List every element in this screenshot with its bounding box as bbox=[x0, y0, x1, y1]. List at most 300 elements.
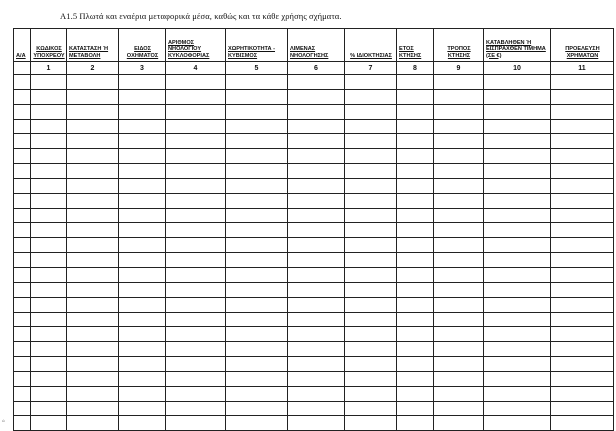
table-cell[interactable] bbox=[484, 312, 551, 327]
table-cell[interactable] bbox=[226, 327, 288, 342]
table-cell[interactable] bbox=[484, 253, 551, 268]
table-cell[interactable] bbox=[434, 164, 484, 179]
table-cell[interactable] bbox=[31, 178, 67, 193]
table-cell[interactable] bbox=[166, 164, 226, 179]
table-cell[interactable] bbox=[551, 297, 614, 312]
table-cell[interactable] bbox=[345, 178, 397, 193]
table-cell[interactable] bbox=[484, 416, 551, 431]
table-cell[interactable] bbox=[345, 75, 397, 90]
table-cell[interactable] bbox=[31, 357, 67, 372]
table-cell[interactable] bbox=[67, 134, 119, 149]
table-cell[interactable] bbox=[31, 223, 67, 238]
table-cell[interactable] bbox=[397, 164, 434, 179]
table-cell[interactable] bbox=[226, 89, 288, 104]
table-cell[interactable] bbox=[484, 238, 551, 253]
table-cell[interactable] bbox=[288, 342, 345, 357]
table-cell[interactable] bbox=[226, 342, 288, 357]
table-cell[interactable] bbox=[434, 327, 484, 342]
table-cell[interactable] bbox=[31, 104, 67, 119]
table-cell[interactable] bbox=[434, 253, 484, 268]
table-cell[interactable] bbox=[14, 238, 31, 253]
table-cell[interactable] bbox=[397, 416, 434, 431]
table-cell[interactable] bbox=[288, 357, 345, 372]
table-cell[interactable] bbox=[119, 297, 166, 312]
table-cell[interactable] bbox=[345, 312, 397, 327]
table-cell[interactable] bbox=[288, 282, 345, 297]
table-cell[interactable] bbox=[67, 104, 119, 119]
table-cell[interactable] bbox=[397, 282, 434, 297]
table-cell[interactable] bbox=[288, 267, 345, 282]
table-cell[interactable] bbox=[31, 327, 67, 342]
table-cell[interactable] bbox=[551, 416, 614, 431]
table-cell[interactable] bbox=[67, 416, 119, 431]
table-cell[interactable] bbox=[14, 416, 31, 431]
table-cell[interactable] bbox=[397, 178, 434, 193]
table-cell[interactable] bbox=[345, 416, 397, 431]
table-cell[interactable] bbox=[119, 104, 166, 119]
table-cell[interactable] bbox=[288, 178, 345, 193]
table-cell[interactable] bbox=[551, 134, 614, 149]
table-cell[interactable] bbox=[288, 149, 345, 164]
table-cell[interactable] bbox=[288, 208, 345, 223]
table-cell[interactable] bbox=[434, 89, 484, 104]
table-cell[interactable] bbox=[119, 386, 166, 401]
table-cell[interactable] bbox=[551, 119, 614, 134]
table-row bbox=[14, 401, 614, 416]
table-cell[interactable] bbox=[119, 253, 166, 268]
table-cell[interactable] bbox=[14, 357, 31, 372]
table-cell[interactable] bbox=[484, 401, 551, 416]
table-cell[interactable] bbox=[31, 119, 67, 134]
col-header-status-change: ΚΑΤΑΣΤΑΣΗ Ή ΜΕΤΑΒΟΛΗ bbox=[67, 29, 119, 62]
table-cell[interactable] bbox=[67, 297, 119, 312]
table-cell[interactable] bbox=[345, 149, 397, 164]
table-cell[interactable] bbox=[484, 89, 551, 104]
table-cell[interactable] bbox=[551, 149, 614, 164]
table-cell[interactable] bbox=[434, 238, 484, 253]
table-cell[interactable] bbox=[345, 267, 397, 282]
table-cell[interactable] bbox=[166, 267, 226, 282]
table-cell[interactable] bbox=[288, 386, 345, 401]
table-cell[interactable] bbox=[434, 178, 484, 193]
table-cell[interactable] bbox=[226, 238, 288, 253]
table-cell[interactable] bbox=[551, 208, 614, 223]
table-cell[interactable] bbox=[166, 342, 226, 357]
table-cell[interactable] bbox=[119, 342, 166, 357]
table-cell[interactable] bbox=[288, 312, 345, 327]
col-header-price: ΚΑΤΑΒΛΗΘΕΝ Ή ΕΙΣΠΡΑΧΘΕΝ ΤΙΜΗΜΑ (ΣΕ €) bbox=[484, 29, 551, 62]
table-cell[interactable] bbox=[67, 119, 119, 134]
table-cell[interactable] bbox=[14, 89, 31, 104]
table-cell[interactable] bbox=[31, 386, 67, 401]
table-cell[interactable] bbox=[119, 193, 166, 208]
table-cell[interactable] bbox=[397, 223, 434, 238]
table-cell[interactable] bbox=[397, 267, 434, 282]
table-cell[interactable] bbox=[31, 371, 67, 386]
table-cell[interactable] bbox=[67, 386, 119, 401]
table-cell[interactable] bbox=[434, 371, 484, 386]
table-cell[interactable] bbox=[484, 164, 551, 179]
table-cell[interactable] bbox=[166, 149, 226, 164]
table-cell[interactable] bbox=[226, 104, 288, 119]
table-cell[interactable] bbox=[67, 149, 119, 164]
table-cell[interactable] bbox=[345, 297, 397, 312]
table-cell[interactable] bbox=[31, 267, 67, 282]
table-cell[interactable] bbox=[119, 89, 166, 104]
col-number: 10 bbox=[484, 62, 551, 75]
table-cell[interactable] bbox=[484, 282, 551, 297]
table-cell[interactable] bbox=[345, 89, 397, 104]
table-cell[interactable] bbox=[14, 253, 31, 268]
table-cell[interactable] bbox=[345, 253, 397, 268]
table-cell[interactable] bbox=[288, 89, 345, 104]
table-cell[interactable] bbox=[345, 327, 397, 342]
table-cell[interactable] bbox=[31, 193, 67, 208]
table-cell[interactable] bbox=[288, 401, 345, 416]
table-cell[interactable] bbox=[31, 416, 67, 431]
table-cell[interactable] bbox=[551, 312, 614, 327]
table-cell[interactable] bbox=[14, 104, 31, 119]
table-cell[interactable] bbox=[484, 327, 551, 342]
table-cell[interactable] bbox=[434, 119, 484, 134]
table-cell[interactable] bbox=[67, 342, 119, 357]
table-cell[interactable] bbox=[345, 164, 397, 179]
table-cell[interactable] bbox=[14, 164, 31, 179]
table-cell[interactable] bbox=[14, 178, 31, 193]
table-cell[interactable] bbox=[345, 208, 397, 223]
table-cell[interactable] bbox=[31, 312, 67, 327]
table-cell[interactable] bbox=[434, 223, 484, 238]
table-cell[interactable] bbox=[288, 104, 345, 119]
table-cell[interactable] bbox=[119, 119, 166, 134]
table-cell[interactable] bbox=[226, 75, 288, 90]
table-cell[interactable] bbox=[119, 75, 166, 90]
table-cell[interactable] bbox=[31, 282, 67, 297]
table-cell[interactable] bbox=[67, 208, 119, 223]
table-cell[interactable] bbox=[14, 371, 31, 386]
table-cell[interactable] bbox=[226, 416, 288, 431]
table-cell[interactable] bbox=[551, 223, 614, 238]
table-cell[interactable] bbox=[67, 267, 119, 282]
table-cell[interactable] bbox=[226, 208, 288, 223]
table-cell[interactable] bbox=[397, 371, 434, 386]
table-cell[interactable] bbox=[166, 223, 226, 238]
column-number-row bbox=[14, 62, 614, 75]
table-cell[interactable] bbox=[166, 238, 226, 253]
table-cell[interactable] bbox=[226, 371, 288, 386]
table-cell[interactable] bbox=[119, 134, 166, 149]
table-cell[interactable] bbox=[434, 193, 484, 208]
table-cell[interactable] bbox=[551, 401, 614, 416]
table-cell[interactable] bbox=[551, 386, 614, 401]
table-cell[interactable] bbox=[31, 149, 67, 164]
table-cell[interactable] bbox=[397, 75, 434, 90]
table-cell[interactable] bbox=[166, 312, 226, 327]
table-cell[interactable] bbox=[14, 134, 31, 149]
table-cell[interactable] bbox=[166, 75, 226, 90]
table-cell[interactable] bbox=[226, 223, 288, 238]
table-cell[interactable] bbox=[119, 149, 166, 164]
table-cell[interactable] bbox=[345, 357, 397, 372]
table-cell[interactable] bbox=[434, 312, 484, 327]
table-cell[interactable] bbox=[119, 238, 166, 253]
table-cell[interactable] bbox=[31, 297, 67, 312]
table-cell[interactable] bbox=[226, 253, 288, 268]
table-cell[interactable] bbox=[397, 149, 434, 164]
table-row bbox=[14, 327, 614, 342]
table-cell[interactable] bbox=[551, 89, 614, 104]
table-cell[interactable] bbox=[119, 178, 166, 193]
table-cell[interactable] bbox=[397, 386, 434, 401]
table-cell[interactable] bbox=[166, 297, 226, 312]
table-cell[interactable] bbox=[14, 223, 31, 238]
table-cell[interactable] bbox=[31, 164, 67, 179]
table-cell[interactable] bbox=[166, 178, 226, 193]
table-cell[interactable] bbox=[484, 149, 551, 164]
table-cell[interactable] bbox=[288, 223, 345, 238]
table-cell[interactable] bbox=[166, 357, 226, 372]
table-cell[interactable] bbox=[434, 104, 484, 119]
table-cell[interactable] bbox=[397, 193, 434, 208]
table-cell[interactable] bbox=[166, 193, 226, 208]
table-cell[interactable] bbox=[226, 357, 288, 372]
table-cell[interactable] bbox=[551, 193, 614, 208]
table-cell[interactable] bbox=[484, 134, 551, 149]
table-cell[interactable] bbox=[31, 208, 67, 223]
table-cell[interactable] bbox=[345, 223, 397, 238]
table-cell[interactable] bbox=[14, 342, 31, 357]
table-cell[interactable] bbox=[166, 416, 226, 431]
table-cell[interactable] bbox=[166, 253, 226, 268]
table-cell[interactable] bbox=[67, 312, 119, 327]
table-cell[interactable] bbox=[484, 357, 551, 372]
table-cell[interactable] bbox=[551, 371, 614, 386]
table-cell[interactable] bbox=[288, 253, 345, 268]
table-cell[interactable] bbox=[397, 357, 434, 372]
table-cell[interactable] bbox=[288, 119, 345, 134]
table-cell[interactable] bbox=[434, 149, 484, 164]
table-cell[interactable] bbox=[345, 342, 397, 357]
table-cell[interactable] bbox=[119, 312, 166, 327]
table-cell[interactable] bbox=[397, 401, 434, 416]
table-cell[interactable] bbox=[226, 164, 288, 179]
table-cell[interactable] bbox=[484, 119, 551, 134]
table-cell[interactable] bbox=[551, 75, 614, 90]
table-cell[interactable] bbox=[31, 89, 67, 104]
table-cell[interactable] bbox=[397, 312, 434, 327]
table-cell[interactable] bbox=[166, 89, 226, 104]
col-number: 9 bbox=[434, 62, 484, 75]
table-cell[interactable] bbox=[397, 327, 434, 342]
table-cell[interactable] bbox=[67, 327, 119, 342]
table-cell[interactable] bbox=[434, 357, 484, 372]
table-cell[interactable] bbox=[226, 178, 288, 193]
table-cell[interactable] bbox=[14, 386, 31, 401]
table-cell[interactable] bbox=[484, 193, 551, 208]
table-cell[interactable] bbox=[551, 327, 614, 342]
col-number: 4 bbox=[166, 62, 226, 75]
table-cell[interactable] bbox=[67, 357, 119, 372]
table-cell[interactable] bbox=[226, 149, 288, 164]
table-cell[interactable] bbox=[119, 282, 166, 297]
table-cell[interactable] bbox=[14, 119, 31, 134]
table-row bbox=[14, 164, 614, 179]
table-cell[interactable] bbox=[226, 193, 288, 208]
table-cell[interactable] bbox=[397, 342, 434, 357]
table-cell[interactable] bbox=[551, 253, 614, 268]
table-cell[interactable] bbox=[484, 386, 551, 401]
table-cell[interactable] bbox=[119, 164, 166, 179]
table-cell[interactable] bbox=[551, 342, 614, 357]
table-row bbox=[14, 134, 614, 149]
table-cell[interactable] bbox=[288, 164, 345, 179]
table-cell[interactable] bbox=[119, 223, 166, 238]
table-cell[interactable] bbox=[67, 401, 119, 416]
table-cell[interactable] bbox=[166, 104, 226, 119]
table-cell[interactable] bbox=[345, 386, 397, 401]
table-cell[interactable] bbox=[397, 253, 434, 268]
table-cell[interactable] bbox=[226, 401, 288, 416]
table-cell[interactable] bbox=[14, 193, 31, 208]
table-cell[interactable] bbox=[345, 371, 397, 386]
table-cell[interactable] bbox=[434, 297, 484, 312]
table-cell[interactable] bbox=[119, 208, 166, 223]
table-cell[interactable] bbox=[551, 178, 614, 193]
table-cell[interactable] bbox=[484, 297, 551, 312]
table-cell[interactable] bbox=[31, 238, 67, 253]
table-cell[interactable] bbox=[226, 312, 288, 327]
table-cell[interactable] bbox=[434, 75, 484, 90]
table-cell[interactable] bbox=[31, 342, 67, 357]
table-cell[interactable] bbox=[67, 282, 119, 297]
table-cell[interactable] bbox=[434, 134, 484, 149]
table-cell[interactable] bbox=[166, 371, 226, 386]
table-cell[interactable] bbox=[345, 119, 397, 134]
table-cell[interactable] bbox=[551, 164, 614, 179]
table-cell[interactable] bbox=[67, 238, 119, 253]
table-cell[interactable] bbox=[119, 267, 166, 282]
table-cell[interactable] bbox=[119, 416, 166, 431]
table-cell[interactable] bbox=[226, 282, 288, 297]
table-cell[interactable] bbox=[434, 282, 484, 297]
table-cell[interactable] bbox=[226, 297, 288, 312]
table-cell[interactable] bbox=[434, 267, 484, 282]
table-cell[interactable] bbox=[14, 75, 31, 90]
table-cell[interactable] bbox=[119, 357, 166, 372]
table-cell[interactable] bbox=[226, 119, 288, 134]
table-cell[interactable] bbox=[14, 297, 31, 312]
table-row bbox=[14, 386, 614, 401]
table-cell[interactable] bbox=[67, 89, 119, 104]
table-cell[interactable] bbox=[345, 282, 397, 297]
table-cell[interactable] bbox=[551, 357, 614, 372]
table-cell[interactable] bbox=[345, 401, 397, 416]
table-cell[interactable] bbox=[551, 267, 614, 282]
table-cell[interactable] bbox=[345, 134, 397, 149]
table-cell[interactable] bbox=[226, 267, 288, 282]
table-cell[interactable] bbox=[397, 119, 434, 134]
table-cell[interactable] bbox=[288, 238, 345, 253]
table-cell[interactable] bbox=[31, 401, 67, 416]
table-cell[interactable] bbox=[397, 104, 434, 119]
table-cell[interactable] bbox=[31, 75, 67, 90]
table-cell[interactable] bbox=[67, 75, 119, 90]
table-cell[interactable] bbox=[14, 312, 31, 327]
table-cell[interactable] bbox=[484, 208, 551, 223]
table-cell[interactable] bbox=[551, 104, 614, 119]
table-cell[interactable] bbox=[14, 267, 31, 282]
table-cell[interactable] bbox=[288, 75, 345, 90]
table-cell[interactable] bbox=[226, 386, 288, 401]
table-cell[interactable] bbox=[67, 193, 119, 208]
table-cell[interactable] bbox=[67, 371, 119, 386]
table-cell[interactable] bbox=[67, 164, 119, 179]
table-cell[interactable] bbox=[119, 401, 166, 416]
table-cell[interactable] bbox=[434, 386, 484, 401]
table-cell[interactable] bbox=[288, 327, 345, 342]
table-cell[interactable] bbox=[288, 193, 345, 208]
table-cell[interactable] bbox=[434, 416, 484, 431]
table-cell[interactable] bbox=[166, 208, 226, 223]
table-cell[interactable] bbox=[119, 327, 166, 342]
table-cell[interactable] bbox=[166, 134, 226, 149]
table-cell[interactable] bbox=[397, 238, 434, 253]
table-cell[interactable] bbox=[31, 134, 67, 149]
table-cell[interactable] bbox=[166, 119, 226, 134]
table-cell[interactable] bbox=[166, 282, 226, 297]
table-cell[interactable] bbox=[14, 401, 31, 416]
table-cell[interactable] bbox=[551, 282, 614, 297]
table-cell[interactable] bbox=[397, 89, 434, 104]
table-cell[interactable] bbox=[484, 223, 551, 238]
table-cell[interactable] bbox=[484, 75, 551, 90]
table-cell[interactable] bbox=[484, 342, 551, 357]
table-cell[interactable] bbox=[345, 193, 397, 208]
table-cell[interactable] bbox=[397, 134, 434, 149]
table-cell[interactable] bbox=[484, 178, 551, 193]
table-cell[interactable] bbox=[14, 282, 31, 297]
table-cell[interactable] bbox=[14, 208, 31, 223]
table-cell[interactable] bbox=[288, 297, 345, 312]
table-cell[interactable] bbox=[166, 401, 226, 416]
table-cell[interactable] bbox=[345, 238, 397, 253]
table-cell[interactable] bbox=[119, 371, 166, 386]
table-cell[interactable] bbox=[288, 416, 345, 431]
table-cell[interactable] bbox=[67, 223, 119, 238]
table-cell[interactable] bbox=[288, 134, 345, 149]
table-cell[interactable] bbox=[434, 401, 484, 416]
col-number: 11 bbox=[551, 62, 614, 75]
table-cell[interactable] bbox=[397, 208, 434, 223]
table-cell[interactable] bbox=[288, 371, 345, 386]
table-cell[interactable] bbox=[397, 297, 434, 312]
table-cell[interactable] bbox=[434, 342, 484, 357]
table-cell[interactable] bbox=[345, 104, 397, 119]
table-cell[interactable] bbox=[226, 134, 288, 149]
table-cell[interactable] bbox=[484, 371, 551, 386]
table-cell[interactable] bbox=[551, 238, 614, 253]
table-cell[interactable] bbox=[484, 267, 551, 282]
table-cell[interactable] bbox=[67, 178, 119, 193]
table-cell[interactable] bbox=[484, 104, 551, 119]
table-cell[interactable] bbox=[14, 149, 31, 164]
table-cell[interactable] bbox=[31, 253, 67, 268]
table-cell[interactable] bbox=[14, 327, 31, 342]
table-cell[interactable] bbox=[166, 386, 226, 401]
table-cell[interactable] bbox=[166, 327, 226, 342]
table-cell[interactable] bbox=[67, 253, 119, 268]
table-cell[interactable] bbox=[434, 208, 484, 223]
